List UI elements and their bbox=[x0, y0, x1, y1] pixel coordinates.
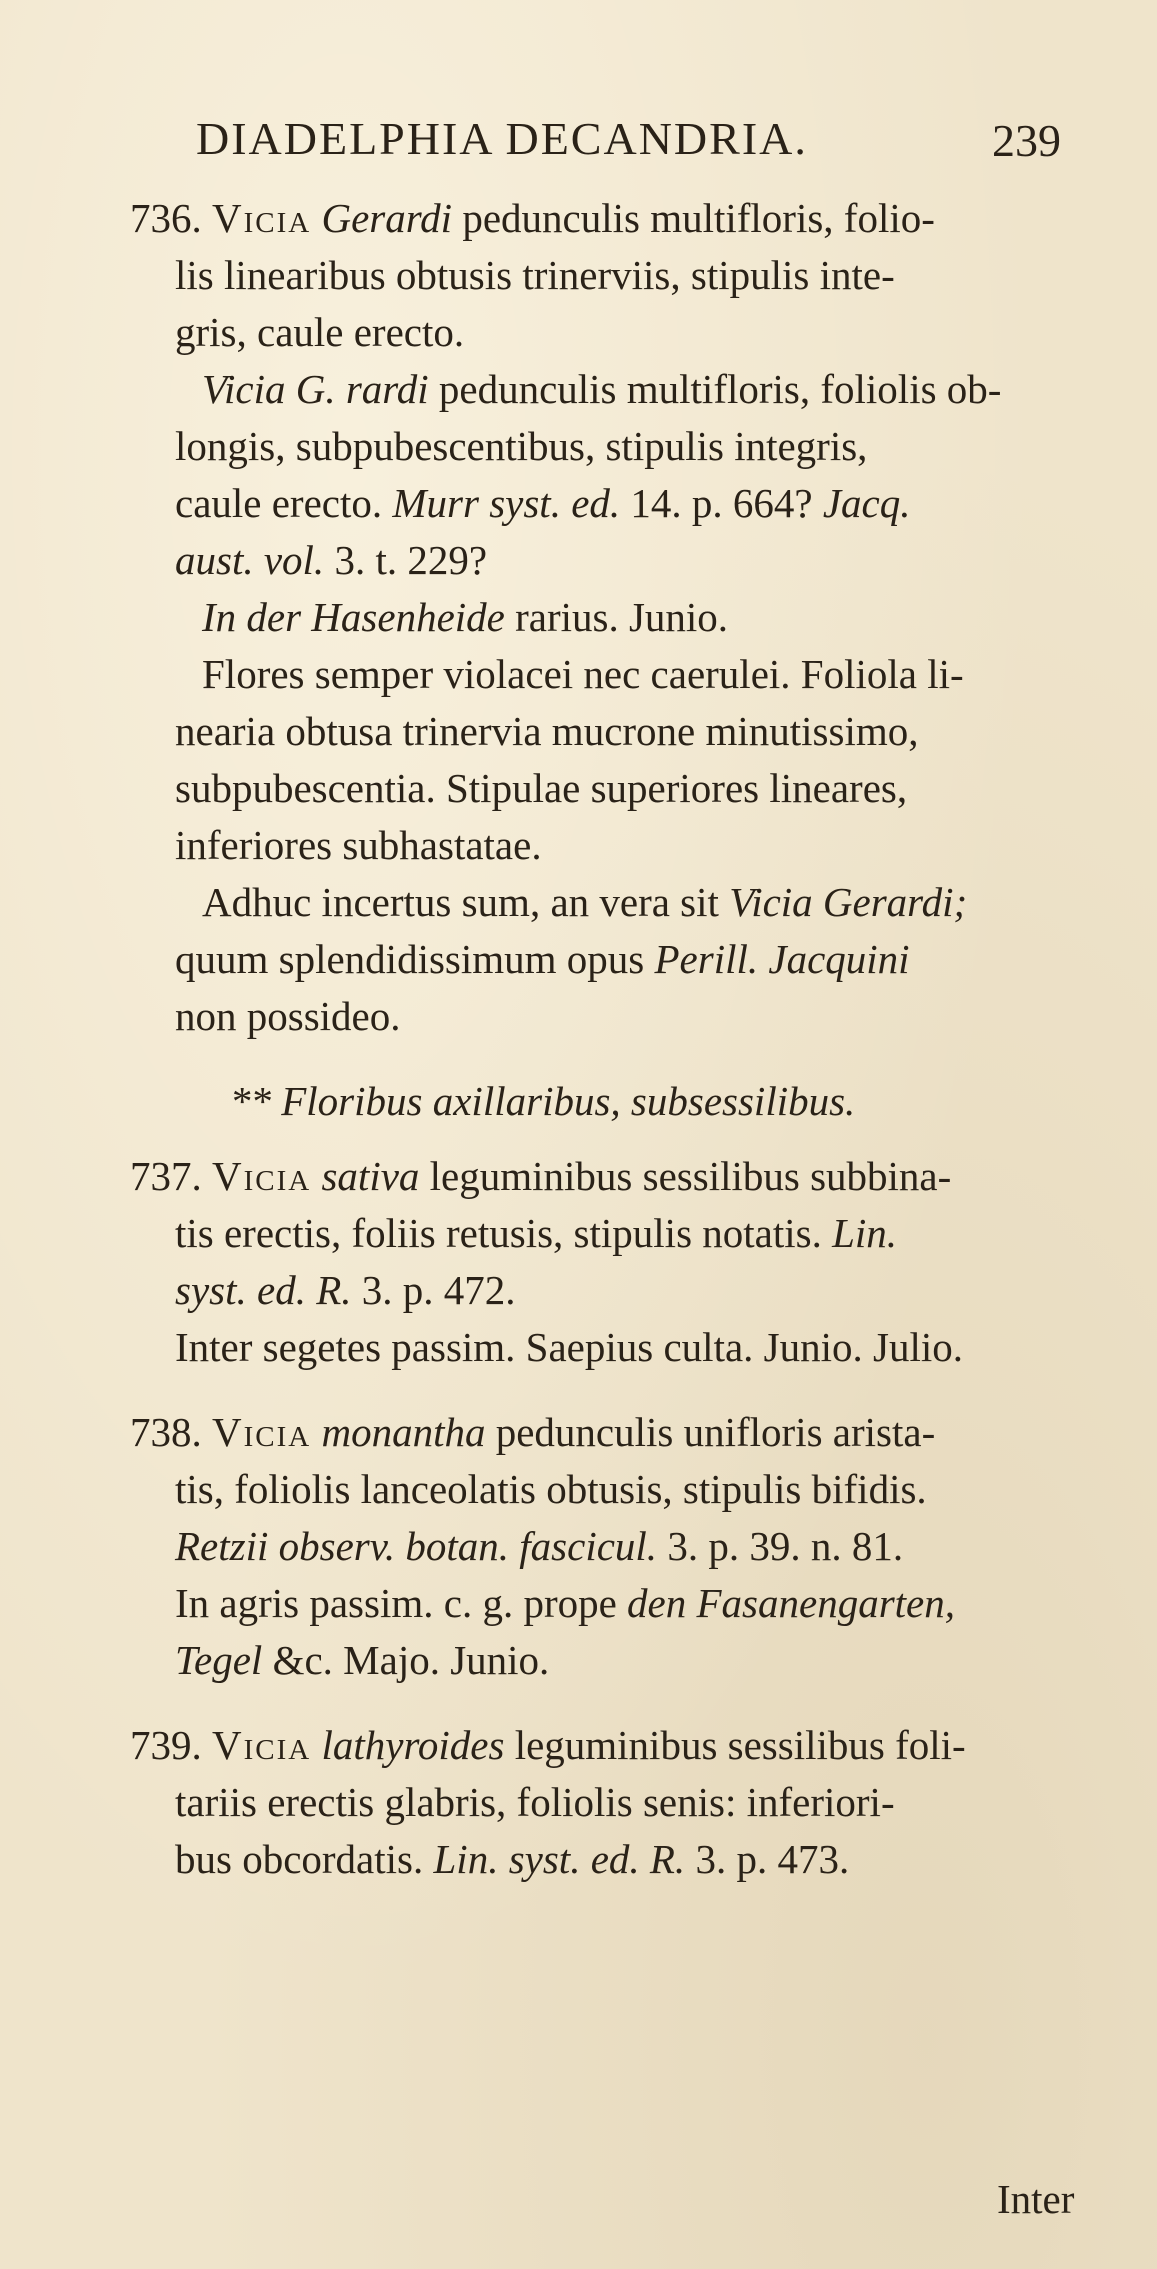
habitat-text: rarius. Junio. bbox=[515, 594, 729, 640]
species-name: lathyroides bbox=[321, 1722, 505, 1768]
page-number: 239 bbox=[992, 115, 1061, 166]
description-line-1: Flores semper violacei nec caerulei. Foliola li- bbox=[202, 651, 964, 697]
entry-738-line-1 bbox=[130, 1404, 1110, 1461]
habitat-place: In der Hasenheide bbox=[202, 594, 505, 640]
habitat-text: &c. Majo. Junio. bbox=[272, 1637, 550, 1683]
entry-739-line-1 bbox=[130, 1717, 1110, 1774]
diagnosis-text: leguminibus sessilibus foli- bbox=[514, 1722, 966, 1768]
habitat-place: den Fasanengarten, bbox=[627, 1580, 955, 1626]
page-body bbox=[130, 190, 1110, 1888]
synonym-line-1 bbox=[130, 361, 1110, 418]
synonym-line-4 bbox=[130, 532, 1110, 589]
subsection-text: ** Floribus axillaribus, subsessilibus. bbox=[230, 1078, 856, 1124]
diagnosis-text: bus obcordatis. bbox=[175, 1836, 424, 1882]
entry-738-line-2: tis, foliolis lanceolatis obtusis, stipulis bifidis. bbox=[175, 1466, 927, 1512]
remark-line-1 bbox=[130, 874, 1110, 931]
entry-737-line-2 bbox=[130, 1205, 1110, 1262]
synonym-text: caule erecto. bbox=[175, 480, 383, 526]
genus-name: Vicia bbox=[212, 1722, 312, 1768]
entry-736-line-1 bbox=[130, 190, 1110, 247]
reference-page: 3. p. 473. bbox=[695, 1836, 850, 1882]
description-line-4: inferiores subhastatae. bbox=[175, 822, 542, 868]
reference-title: Retzii observ. botan. fascicul. bbox=[175, 1523, 658, 1569]
entry-739-line-3 bbox=[130, 1831, 1110, 1888]
habitat-line: Inter segetes passim. Saepius culta. Junio. Julio. bbox=[175, 1324, 963, 1370]
running-title: DIADELPHIA DECANDRIA. bbox=[196, 113, 808, 164]
entry-737-line-1 bbox=[130, 1148, 1110, 1205]
species-name: sativa bbox=[321, 1153, 420, 1199]
habitat-line-1 bbox=[130, 1575, 1110, 1632]
remark-text: quum splendidissimum opus bbox=[175, 936, 645, 982]
synonym-line-2: longis, subpubescentibus, stipulis integris, bbox=[175, 423, 868, 469]
reference-title: aust. vol. bbox=[175, 537, 325, 583]
entry-number: 738. bbox=[130, 1409, 202, 1455]
synonym-text: pedunculis multifloris, foliolis ob- bbox=[438, 366, 1002, 412]
reference-title: Lin. bbox=[832, 1210, 898, 1256]
subsection-heading bbox=[130, 1073, 1110, 1130]
remark-author: Perill. Jacquini bbox=[654, 936, 910, 982]
genus-name: Vicia bbox=[212, 195, 312, 241]
reference-page: 14. p. 664? bbox=[630, 480, 813, 526]
remark-text: Adhuc incertus sum, an vera sit bbox=[202, 879, 719, 925]
description-line-3: subpubescentia. Stipulae superiores lineares, bbox=[175, 765, 908, 811]
entry-number: 736. bbox=[130, 195, 202, 241]
remark-line-2 bbox=[130, 931, 1110, 988]
habitat-place: Tegel bbox=[175, 1637, 263, 1683]
species-name: monantha bbox=[321, 1409, 486, 1455]
diagnosis-text: pedunculis unifloris arista- bbox=[495, 1409, 936, 1455]
species-name: Gerardi bbox=[321, 195, 453, 241]
reference-page: 3. p. 472. bbox=[361, 1267, 516, 1313]
diagnosis-text: pedunculis multifloris, folio- bbox=[462, 195, 935, 241]
catchword: Inter bbox=[997, 2176, 1075, 2222]
entry-738-line-3 bbox=[130, 1518, 1110, 1575]
running-head bbox=[0, 112, 1157, 172]
entry-736-line-2: lis linearibus obtusis trinerviis, stipulis inte- bbox=[175, 252, 895, 298]
genus-name: Vicia bbox=[212, 1409, 312, 1455]
genus-name: Vicia bbox=[212, 1153, 312, 1199]
diagnosis-text: leguminibus sessilibus subbina- bbox=[429, 1153, 952, 1199]
entry-number: 737. bbox=[130, 1153, 202, 1199]
habitat-line-2 bbox=[130, 1632, 1110, 1689]
description-line-2: nearia obtusa trinervia mucrone minutissimo, bbox=[175, 708, 919, 754]
reference-page: 3. t. 229? bbox=[334, 537, 488, 583]
reference-title: Jacq. bbox=[822, 480, 911, 526]
habitat-text: In agris passim. c. g. prope bbox=[175, 1580, 617, 1626]
entry-737-line-3 bbox=[130, 1262, 1110, 1319]
habitat-line bbox=[130, 589, 1110, 646]
synonym-name: Vicia G. rardi bbox=[202, 366, 429, 412]
diagnosis-text: tis erectis, foliis retusis, stipulis notatis. bbox=[175, 1210, 822, 1256]
synonym-line-3 bbox=[130, 475, 1110, 532]
entry-736-line-3: gris, caule erecto. bbox=[175, 309, 465, 355]
reference-page: 3. p. 39. n. 81. bbox=[667, 1523, 904, 1569]
remark-line-3: non possideo. bbox=[175, 993, 401, 1039]
reference-title: Murr syst. ed. bbox=[392, 480, 621, 526]
reference-title: Lin. syst. ed. R. bbox=[433, 1836, 686, 1882]
remark-species: Vicia Gerardi; bbox=[729, 879, 968, 925]
entry-739-line-2: tariis erectis glabris, foliolis senis: inferiori- bbox=[175, 1779, 895, 1825]
entry-number: 739. bbox=[130, 1722, 202, 1768]
reference-title: syst. ed. R. bbox=[175, 1267, 352, 1313]
